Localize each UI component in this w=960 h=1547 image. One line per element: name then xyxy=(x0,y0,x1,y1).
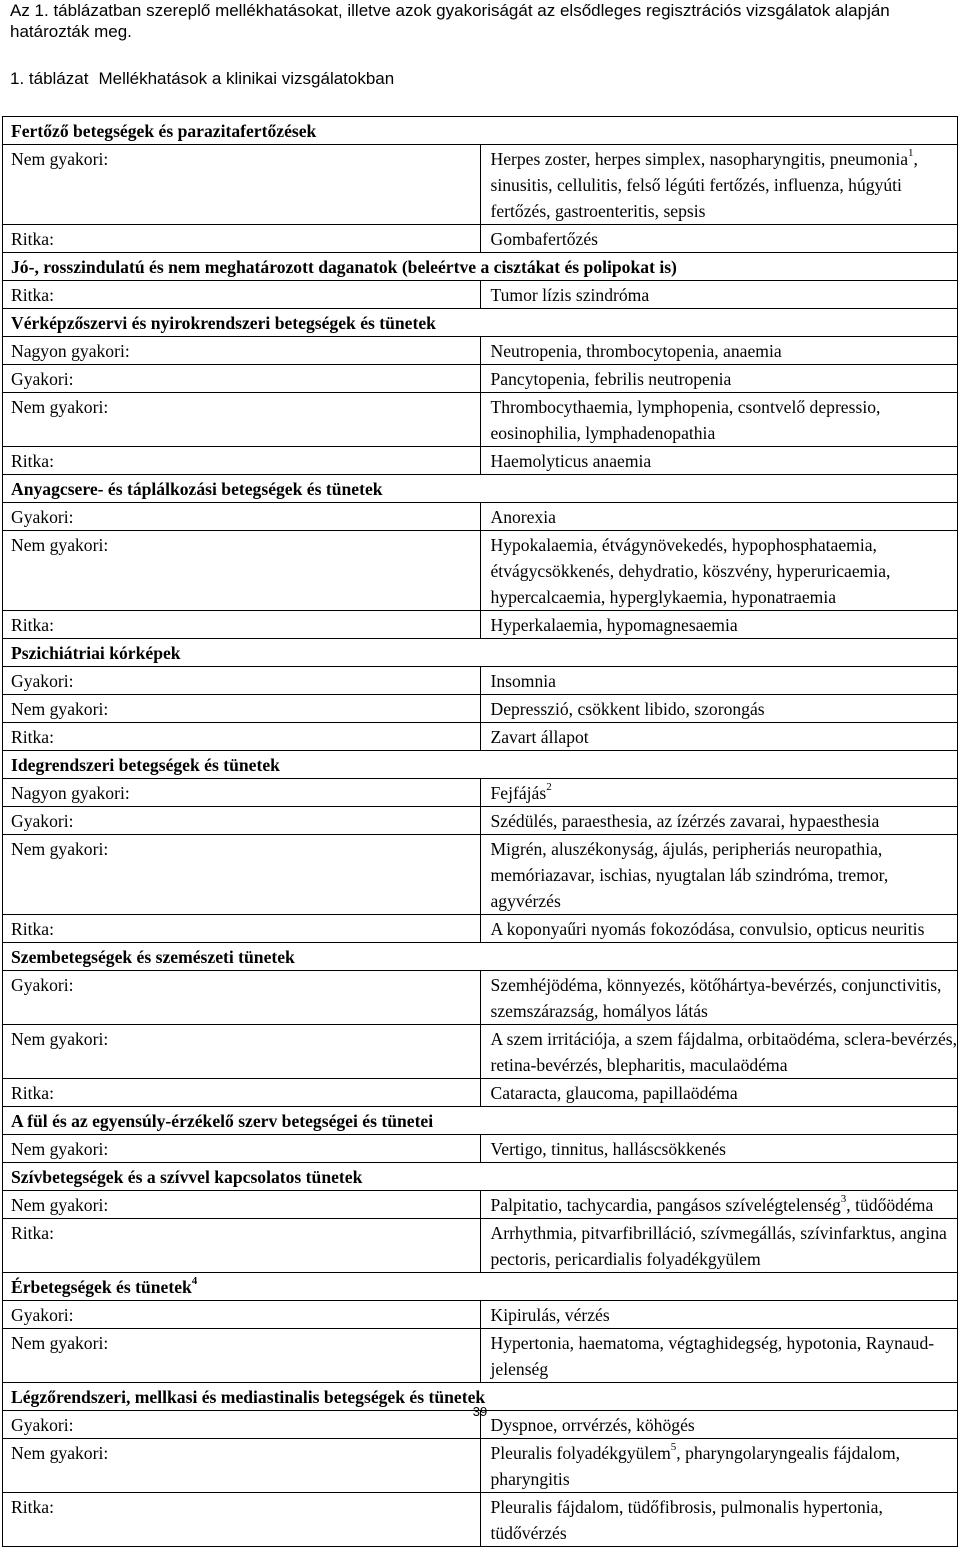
intro-paragraph: Az 1. táblázatban szereplő mellékhatásokat, illetve azok gyakoriságát az elsődleges regisztrációs vizsgálatok alapján határozták meg. xyxy=(10,1,890,41)
section-heading-text: Légzőrendszeri, mellkasi és mediastinalis betegségek és tünetek xyxy=(11,1387,486,1407)
adverse-effects-text: Szédülés, paraesthesia, az ízérzés zavarai, hypaesthesia xyxy=(490,811,880,831)
adverse-effect-row xyxy=(3,365,958,393)
adverse-effects-list xyxy=(480,1493,958,1547)
frequency-label: Ritka: xyxy=(3,611,481,639)
adverse-effects-text: Haemolyticus anaemia xyxy=(490,451,652,471)
section-row xyxy=(3,1163,958,1191)
adverse-effect-row xyxy=(3,337,958,365)
adverse-effects-list xyxy=(480,1439,958,1493)
adverse-effect-row xyxy=(3,807,958,835)
footnote-marker: 2 xyxy=(546,781,552,794)
adverse-effects-text: Vertigo, tinnitus, halláscsökkenés xyxy=(490,1139,727,1159)
adverse-effects-text: Neutropenia, thrombocytopenia, anaemia xyxy=(490,341,782,361)
section-heading xyxy=(3,1163,958,1191)
section-row xyxy=(3,309,958,337)
adverse-effects-list xyxy=(480,695,958,723)
frequency-label: Ritka: xyxy=(3,723,481,751)
adverse-effects-text: Depresszió, csökkent libido, szorongás xyxy=(490,699,765,719)
adverse-effects-table xyxy=(2,116,958,1547)
adverse-effects-list xyxy=(480,1025,958,1079)
adverse-effects-list xyxy=(480,915,958,943)
frequency-label: Gyakori: xyxy=(3,503,481,531)
adverse-effects-text: Hypertonia, haematoma, végtaghidegség, hypotonia, Raynaud-jelenség xyxy=(490,1333,935,1379)
section-row xyxy=(3,475,958,503)
adverse-effects-list xyxy=(480,447,958,475)
frequency-label: Nem gyakori: xyxy=(3,695,481,723)
table-caption-number: 1. táblázat xyxy=(10,69,89,88)
adverse-effects-list xyxy=(480,281,958,309)
frequency-label: Nem gyakori: xyxy=(3,1329,481,1383)
section-heading-text: Anyagcsere- és táplálkozási betegségek és tünetek xyxy=(11,479,383,499)
section-heading-text: Szívbetegségek és a szívvel kapcsolatos tünetek xyxy=(11,1167,363,1187)
section-heading-text: Vérképzőszervi és nyirokrendszeri betegségek és tünetek xyxy=(11,313,436,333)
adverse-effects-list xyxy=(480,667,958,695)
section-heading xyxy=(3,253,958,281)
adverse-effects-list xyxy=(480,611,958,639)
adverse-effects-text: Anorexia xyxy=(490,507,556,527)
adverse-effects-list xyxy=(480,835,958,915)
adverse-effects-list xyxy=(480,225,958,253)
section-heading-text: Érbetegségek és tünetek xyxy=(11,1277,192,1297)
section-heading xyxy=(3,751,958,779)
adverse-effects-text: Gombafertőzés xyxy=(490,229,598,249)
footnote-marker: 3 xyxy=(840,1193,847,1206)
adverse-effects-text: Hypokalaemia, étvágynövekedés, hypophosphataemia, étvágycsökkenés, dehydratio, köszvény, hyperuricaemia, hypercalcaemia, hyperglykaemia, hyponatraemia xyxy=(490,535,891,607)
adverse-effects-text: Hyperkalaemia, hypomagnesaemia xyxy=(490,615,738,635)
frequency-label: Nagyon gyakori: xyxy=(3,337,481,365)
adverse-effects-list xyxy=(480,1301,958,1329)
adverse-effect-row xyxy=(3,667,958,695)
adverse-effects-text: Migrén, aluszékonyság, ájulás, peripheriás neuropathia, memóriazavar, ischias, nyugtalan láb szindróma, tremor, agyvérzés xyxy=(490,839,889,911)
adverse-effects-list xyxy=(480,779,958,807)
adverse-effect-row xyxy=(3,145,958,225)
frequency-label: Ritka: xyxy=(3,225,481,253)
adverse-effects-text: Palpitatio, tachycardia, pangásos szívelégtelenség xyxy=(490,1195,841,1215)
section-row xyxy=(3,943,958,971)
adverse-effects-text: Zavart állapot xyxy=(490,727,589,747)
section-row xyxy=(3,639,958,667)
section-heading xyxy=(3,943,958,971)
adverse-effects-text: Arrhythmia, pitvarfibrilláció, szívmegállás, szívinfarktus, angina pectoris, pericardialis folyadékgyülem xyxy=(490,1223,947,1269)
footnote-marker: 4 xyxy=(191,1275,198,1288)
section-heading xyxy=(3,117,958,145)
adverse-effects-text: Dyspnoe, orrvérzés, köhögés xyxy=(490,1415,695,1435)
frequency-label: Nem gyakori: xyxy=(3,835,481,915)
adverse-effects-text: A koponyaűri nyomás fokozódása, convulsio, opticus neuritis xyxy=(490,919,925,939)
section-heading-text: Pszichiátriai kórképek xyxy=(11,643,181,663)
section-heading xyxy=(3,309,958,337)
adverse-effect-row xyxy=(3,915,958,943)
frequency-label: Nem gyakori: xyxy=(3,1439,481,1493)
section-heading xyxy=(3,475,958,503)
adverse-effect-row xyxy=(3,1329,958,1383)
adverse-effect-row xyxy=(3,1219,958,1273)
adverse-effect-row xyxy=(3,503,958,531)
section-heading-text: A fül és az egyensúly-érzékelő szerv betegségei és tünetei xyxy=(11,1111,434,1131)
adverse-effect-row xyxy=(3,723,958,751)
adverse-effects-list xyxy=(480,145,958,225)
adverse-effect-row xyxy=(3,1191,958,1219)
frequency-label: Gyakori: xyxy=(3,807,481,835)
section-heading-text: Szembetegségek és szemészeti tünetek xyxy=(11,947,295,967)
adverse-effects-text: Herpes zoster, herpes simplex, nasopharyngitis, pneumonia xyxy=(490,149,909,169)
table-caption xyxy=(10,68,394,89)
adverse-effect-row xyxy=(3,1493,958,1547)
adverse-effect-row xyxy=(3,1301,958,1329)
adverse-effects-list xyxy=(480,531,958,611)
adverse-effects-list xyxy=(480,971,958,1025)
page-number: 39 xyxy=(472,1404,488,1419)
section-heading-text: Fertőző betegségek és parazitafertőzések xyxy=(11,121,317,141)
adverse-effects-list xyxy=(480,393,958,447)
section-heading xyxy=(3,1107,958,1135)
adverse-effects-text: Pleuralis folyadékgyülem xyxy=(490,1443,671,1463)
section-row xyxy=(3,117,958,145)
adverse-effects-list xyxy=(480,365,958,393)
frequency-label: Nem gyakori: xyxy=(3,1191,481,1219)
adverse-effect-row xyxy=(3,779,958,807)
adverse-effects-text: Insomnia xyxy=(490,671,556,691)
adverse-effect-row xyxy=(3,447,958,475)
adverse-effect-row xyxy=(3,393,958,447)
adverse-effects-text: Fejfájás xyxy=(490,783,547,803)
section-heading xyxy=(3,1273,958,1301)
section-heading-text: Jó-, rosszindulatú és nem meghatározott daganatok (beleértve a cisztákat és polipokat is) xyxy=(11,257,677,277)
adverse-effects-text: Pancytopenia, febrilis neutropenia xyxy=(490,369,732,389)
adverse-effects-text: A szem irritációja, a szem fájdalma, orbitaödéma, sclera-bevérzés, retina-bevérzés, blepharitis, maculaödéma xyxy=(490,1029,958,1075)
frequency-label: Nagyon gyakori: xyxy=(3,779,481,807)
frequency-label: Nem gyakori: xyxy=(3,1025,481,1079)
frequency-label: Nem gyakori: xyxy=(3,1135,481,1163)
adverse-effects-text: Pleuralis fájdalom, tüdőfibrosis, pulmonalis hypertonia, tüdővérzés xyxy=(490,1497,883,1543)
frequency-label: Nem gyakori: xyxy=(3,393,481,447)
adverse-effects-list xyxy=(480,1135,958,1163)
table-caption-title: Mellékhatások a klinikai vizsgálatokban xyxy=(98,69,395,88)
adverse-effects-list xyxy=(480,723,958,751)
frequency-label: Ritka: xyxy=(3,915,481,943)
footnote-marker: 5 xyxy=(670,1441,677,1454)
adverse-effects-list xyxy=(480,1079,958,1107)
adverse-effect-row xyxy=(3,1025,958,1079)
adverse-effects-list xyxy=(480,337,958,365)
section-row xyxy=(3,1107,958,1135)
frequency-label: Gyakori: xyxy=(3,1301,481,1329)
adverse-effect-row xyxy=(3,971,958,1025)
adverse-effects-table-body xyxy=(3,117,958,1547)
frequency-label: Gyakori: xyxy=(3,1411,481,1439)
adverse-effect-row xyxy=(3,1079,958,1107)
adverse-effect-row xyxy=(3,695,958,723)
section-heading-text: Idegrendszeri betegségek és tünetek xyxy=(11,755,280,775)
frequency-label: Ritka: xyxy=(3,1079,481,1107)
adverse-effects-text: , tüdőödéma xyxy=(846,1195,934,1215)
adverse-effect-row xyxy=(3,531,958,611)
frequency-label: Ritka: xyxy=(3,1493,481,1547)
frequency-label: Nem gyakori: xyxy=(3,145,481,225)
adverse-effects-text: Thrombocythaemia, lymphopenia, csontvelő depressio, eosinophilia, lymphadenopathia xyxy=(490,397,881,443)
section-heading xyxy=(3,639,958,667)
frequency-label: Nem gyakori: xyxy=(3,531,481,611)
footnote-marker: 1 xyxy=(908,147,914,160)
adverse-effects-text: Kipirulás, vérzés xyxy=(490,1305,610,1325)
frequency-label: Ritka: xyxy=(3,281,481,309)
adverse-effect-row xyxy=(3,611,958,639)
frequency-label: Gyakori: xyxy=(3,971,481,1025)
adverse-effects-text: , pharyngolaryngealis fájdalom, pharyngitis xyxy=(490,1443,901,1489)
adverse-effects-list xyxy=(480,1329,958,1383)
adverse-effects-text: Tumor lízis szindróma xyxy=(490,285,650,305)
adverse-effects-text: Szemhéjödéma, könnyezés, kötőhártya-bevérzés, conjunctivitis, szemszárazság, homályos látás xyxy=(490,975,942,1021)
adverse-effects-list xyxy=(480,1219,958,1273)
adverse-effects-text: , sinusitis, cellulitis, felső légúti fertőzés, influenza, húgyúti fertőzés, gastroenteritis, sepsis xyxy=(490,149,918,221)
frequency-label: Ritka: xyxy=(3,447,481,475)
adverse-effects-text: Cataracta, glaucoma, papillaödéma xyxy=(490,1083,738,1103)
frequency-label: Gyakori: xyxy=(3,667,481,695)
adverse-effect-row xyxy=(3,281,958,309)
frequency-label: Gyakori: xyxy=(3,365,481,393)
adverse-effect-row xyxy=(3,1135,958,1163)
section-row xyxy=(3,253,958,281)
adverse-effects-list xyxy=(480,503,958,531)
adverse-effects-list xyxy=(480,1191,958,1219)
adverse-effect-row xyxy=(3,1439,958,1493)
section-row xyxy=(3,751,958,779)
frequency-label: Ritka: xyxy=(3,1219,481,1273)
adverse-effect-row xyxy=(3,225,958,253)
adverse-effect-row xyxy=(3,835,958,915)
section-row xyxy=(3,1273,958,1301)
adverse-effects-list xyxy=(480,807,958,835)
